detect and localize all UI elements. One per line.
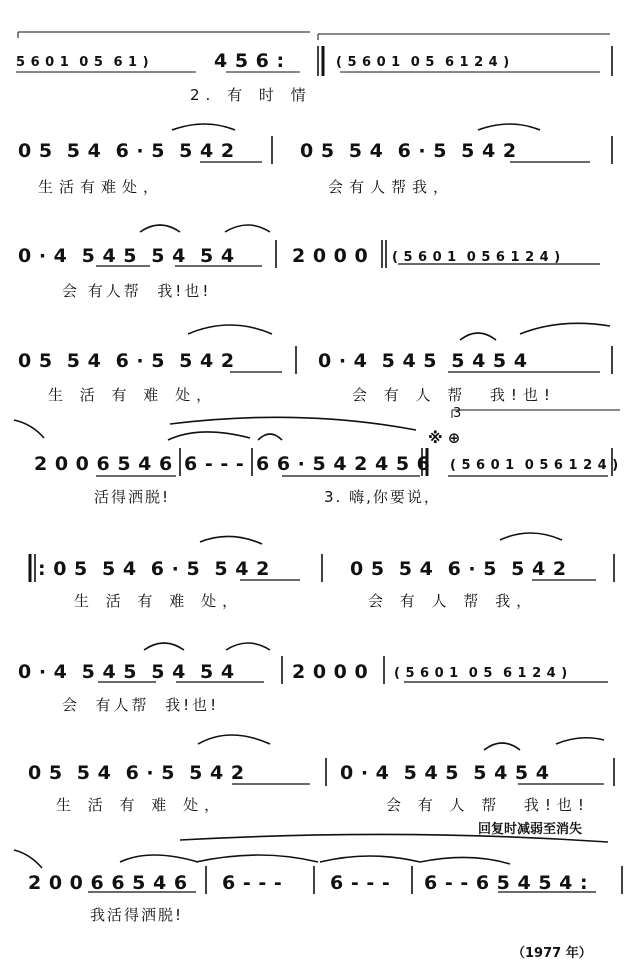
notes-s4-b: 0 · 4 5 4 5 5 4 5 4 [318, 350, 528, 372]
notes-s3-b: 2 0 0 0 [292, 245, 369, 267]
notes-s9-c: 6 - - - [330, 872, 391, 894]
performance-note: 回复时减弱至消失 [478, 822, 583, 837]
lyrics-s8-a: 生 活 有 难 处， [56, 796, 226, 814]
notes-s5-c: 6 6 · 5 4 2 4 5 6 [256, 453, 431, 475]
ending-number-3: 3 [453, 406, 462, 421]
lyrics-s5-b: 3. 嗨,你要说， [324, 488, 441, 506]
notes-s9-d: 6 - - 6 5 4 5 4 : [424, 872, 589, 894]
lyrics-s9: 我活得洒脱! [90, 906, 184, 924]
notes-s9-b: 6 - - - [222, 872, 283, 894]
notes-s8-b: 0 · 4 5 4 5 5 4 5 4 [340, 762, 550, 784]
notes-s7-b: 2 0 0 0 [292, 661, 369, 683]
lyrics-s2-b: 会有人帮我， [328, 178, 455, 196]
notes-s1-c: ( 5 6 0 1 0 5 6 1 2 4 ) [336, 55, 510, 70]
segno-coda-icon: ※ ⊕ [428, 429, 461, 447]
notes-s5-a: 2 0 0 6 5 4 6 [34, 453, 173, 475]
lyrics-s6-b: 会 有 人 帮 我， [368, 592, 538, 610]
notes-s2-a: 0 5 5 4 6 · 5 5 4 2 [18, 140, 235, 162]
lyrics-s3: 会 有人帮 我!也! [62, 282, 212, 300]
lyrics-s5-a: 活得洒脱! [94, 488, 171, 506]
notes-s2-b: 0 5 5 4 6 · 5 5 4 2 [300, 140, 517, 162]
notes-s7-c: ( 5 6 0 1 0 5 6 1 2 4 ) [394, 666, 568, 681]
notes-s5-d: ( 5 6 0 1 0 5 6 1 2 4 ) [450, 458, 619, 473]
lyrics-s2-a: 生活有难处， [38, 178, 165, 196]
year-label: （1977 年） [512, 946, 592, 961]
notes-s3-c: ( 5 6 0 1 0 5 6 1 2 4 ) [392, 250, 561, 265]
notes-s5-b: 6 - - - [184, 453, 245, 475]
notes-s1-a: 5 6 0 1 0 5 6 1 ) [16, 55, 150, 70]
lyrics-s4-b: 会 有 人 帮 我!也! [352, 386, 556, 404]
notes-s3-a: 0 · 4 5 4 5 5 4 5 4 [18, 245, 235, 267]
lyrics-s7: 会 有人帮 我!也! [62, 696, 220, 714]
notes-s9-a: 2 0 0 6 6 5 4 6 [28, 872, 188, 894]
lyrics-s4-a: 生 活 有 难 处， [48, 386, 218, 404]
notes-s6-a: : 0 5 5 4 6 · 5 5 4 2 [38, 558, 270, 580]
lyrics-s6-a: 生 活 有 难 处， [74, 592, 244, 610]
notes-s4-a: 0 5 5 4 6 · 5 5 4 2 [18, 350, 235, 372]
notes-s6-b: 0 5 5 4 6 · 5 5 4 2 [350, 558, 567, 580]
lyrics-s1: 2. 有 时 情 [190, 86, 312, 104]
notes-s7-a: 0 · 4 5 4 5 5 4 5 4 [18, 661, 235, 683]
notes-s1-b: 4 5 6 : [214, 50, 285, 72]
notes-s8-a: 0 5 5 4 6 · 5 5 4 2 [28, 762, 245, 784]
lyrics-s8-b: 会 有 人 帮 我!也! [386, 796, 590, 814]
